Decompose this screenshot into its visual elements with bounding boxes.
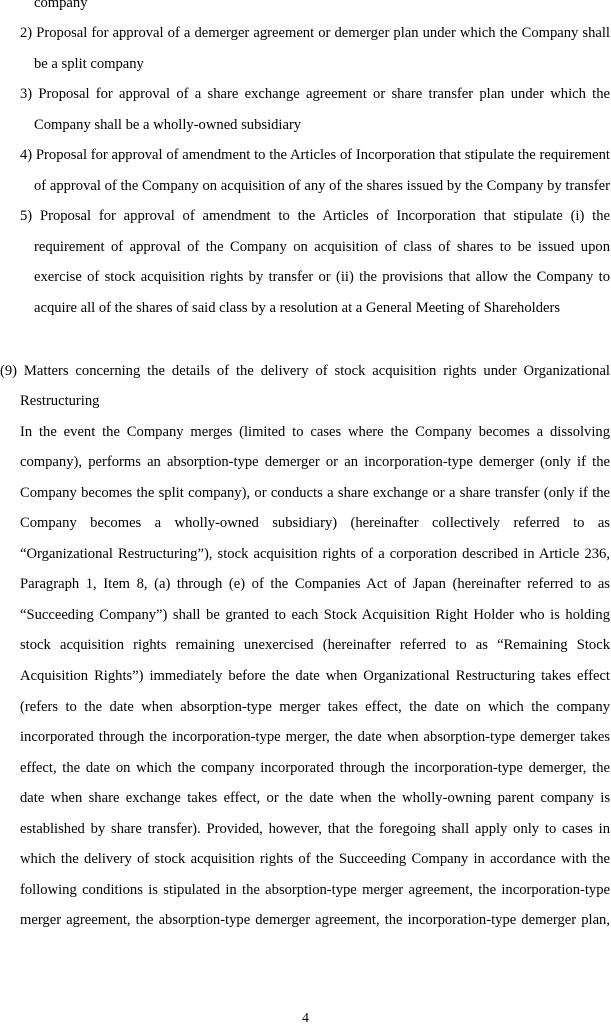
body-line: “Succeeding Company”) shall be granted to each Stock Acquisition Right Holder who is holding — [20, 607, 610, 623]
section-heading-line-1: (9) Matters concerning the details of the delivery of stock acquisition rights under Organizational — [0, 363, 610, 379]
section-heading-line-2: Restructuring — [20, 393, 100, 409]
list-item-3-line-2: Company shall be a wholly-owned subsidiary — [34, 117, 302, 133]
list-item-5-line-3: exercise of stock acquisition rights by transfer or (ii) the provisions that allow the Company to — [34, 269, 610, 285]
body-line: established by share transfer). Provided, however, that the foregoing shall apply only to cases in — [20, 821, 610, 837]
list-item-5-line-4: acquire all of the shares of said class by a resolution at a General Meeting of Shareholders — [34, 300, 561, 316]
list-item-1-continuation: company — [34, 0, 88, 11]
list-item-3-line-1: 3) Proposal for approval of a share exchange agreement or share transfer plan under which the — [20, 86, 610, 102]
body-line: “Organizational Restructuring”), stock acquisition rights of a corporation described in Article 236, — [20, 546, 610, 562]
body-line: date when share exchange takes effect, or the date when the wholly-owning parent company is — [20, 790, 610, 806]
list-item-2-line-1: 2) Proposal for approval of a demerger agreement or demerger plan under which the Company shall — [20, 25, 610, 41]
body-line: Company becomes a wholly-owned subsidiary) (hereinafter collectively referred to as — [20, 515, 610, 531]
body-line: company), performs an absorption-type demerger or an incorporation-type demerger (only if the — [20, 454, 610, 470]
list-item-5-line-2: requirement of approval of the Company on acquisition of class of shares to be issued upon — [34, 239, 610, 255]
body-line: merger agreement, the absorption-type demerger agreement, the incorporation-type demerger plan, — [20, 912, 610, 928]
list-item-2-line-2: be a split company — [34, 56, 144, 72]
body-line: In the event the Company merges (limited to cases where the Company becomes a dissolving — [20, 424, 610, 440]
list-item-5-line-1: 5) Proposal for approval of amendment to the Articles of Incorporation that stipulate (i) the — [20, 208, 610, 224]
body-line: stock acquisition rights remaining unexercised (hereinafter referred to as “Remaining Stock — [20, 637, 610, 653]
body-line: Paragraph 1, Item 8, (a) through (e) of the Companies Act of Japan (hereinafter referred to as — [20, 576, 610, 592]
body-line: effect, the date on which the company incorporated through the incorporation-type demerger, the — [20, 760, 610, 776]
body-line: following conditions is stipulated in the absorption-type merger agreement, the incorporation-type — [20, 882, 610, 898]
body-line: Company becomes the split company), or conducts a share exchange or a share transfer (only if the — [20, 485, 610, 501]
body-line: incorporated through the incorporation-type merger, the date when absorption-type demerger takes — [20, 729, 610, 745]
body-line: (refers to the date when absorption-type merger takes effect, the date on which the company — [20, 699, 610, 715]
body-line: Acquisition Rights”) immediately before the date when Organizational Restructuring takes effect — [20, 668, 610, 684]
list-item-4-line-2: of approval of the Company on acquisition of any of the shares issued by the Company by transfer — [34, 178, 610, 194]
list-item-4-line-1: 4) Proposal for approval of amendment to the Articles of Incorporation that stipulate the requirement — [20, 147, 610, 163]
body-line: which the delivery of stock acquisition rights of the Succeeding Company in accordance with the — [20, 851, 610, 867]
page-number: 4 — [302, 1011, 309, 1026]
